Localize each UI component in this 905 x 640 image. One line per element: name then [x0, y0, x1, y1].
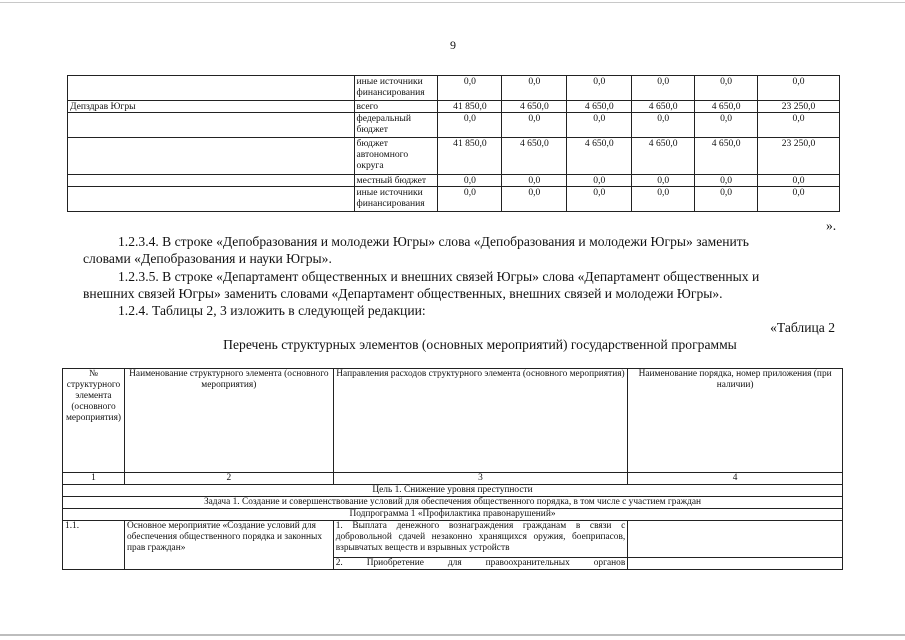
- value-cell: 0,0: [695, 113, 758, 138]
- value-cell: 4 650,0: [502, 101, 567, 113]
- org-cell: [68, 187, 355, 212]
- column-number: 4: [628, 473, 843, 485]
- value-cell: 0,0: [632, 187, 695, 212]
- value-cell: 0,0: [438, 175, 502, 187]
- table-row: [68, 113, 840, 138]
- value-cell: 4 650,0: [502, 138, 567, 175]
- value-cell: 0,0: [632, 175, 695, 187]
- source-cell: всего: [354, 101, 438, 113]
- org-cell: [68, 138, 355, 175]
- scan-edge-bottom: [0, 634, 905, 636]
- row-direction: 1. Выплата денежного вознаграждения гражданам в связи с добровольной сдачей незаконно хранящихся оружия, боеприпасов, взрывчатых веществ и взрывных устройств: [333, 521, 628, 558]
- table-row: [63, 521, 843, 558]
- paragraph-1234: 1.2.3.4. В строке «Депобразования и молодежи Югры» слова «Депобразования и молодежи Югры» заменить: [118, 234, 749, 249]
- column-number: 1: [63, 473, 125, 485]
- task-cell: Задача 1. Создание и совершенствование условий для обеспечения общественного порядка, в том числе с участием граждан: [63, 497, 843, 509]
- value-cell: 23 250,0: [758, 138, 840, 175]
- subprogram-row: [63, 509, 843, 521]
- header-cell: Наименование структурного элемента (основного мероприятия): [124, 369, 333, 473]
- value-cell: 4 650,0: [695, 101, 758, 113]
- value-cell: 4 650,0: [632, 138, 695, 175]
- column-number-row: [63, 473, 843, 485]
- paragraph-124: 1.2.4. Таблицы 2, 3 изложить в следующей редакции:: [118, 303, 426, 318]
- value-cell: 0,0: [438, 113, 502, 138]
- source-cell: федеральный бюджет: [354, 113, 438, 138]
- table-row: [68, 138, 840, 175]
- org-cell: [68, 175, 355, 187]
- source-cell: иные источники финансирования: [354, 187, 438, 212]
- row-direction: 2. Приобретение для правоохранительных органов: [333, 558, 628, 570]
- structural-elements-table: [62, 368, 843, 570]
- table-row: [68, 101, 840, 113]
- value-cell: 0,0: [758, 187, 840, 212]
- column-number: 3: [333, 473, 628, 485]
- page-number: 9: [450, 38, 456, 52]
- value-cell: 0,0: [632, 76, 695, 101]
- value-cell: 4 650,0: [632, 101, 695, 113]
- row-order: [628, 558, 843, 570]
- row-order: [628, 521, 843, 558]
- value-cell: 0,0: [502, 187, 567, 212]
- value-cell: 0,0: [632, 113, 695, 138]
- value-cell: 0,0: [758, 113, 840, 138]
- value-cell: 0,0: [567, 187, 632, 212]
- value-cell: 0,0: [502, 76, 567, 101]
- value-cell: 0,0: [502, 175, 567, 187]
- column-number: 2: [124, 473, 333, 485]
- table-label: «Таблица 2: [770, 320, 835, 335]
- goal-row: [63, 485, 843, 497]
- scan-edge-top: [0, 2, 905, 3]
- row-number: 1.1.: [63, 521, 125, 570]
- source-cell: местный бюджет: [354, 175, 438, 187]
- value-cell: 0,0: [567, 76, 632, 101]
- value-cell: 41 850,0: [438, 138, 502, 175]
- value-cell: 0,0: [695, 175, 758, 187]
- subprogram-cell: Подпрограмма 1 «Профилактика правонарушений»: [63, 509, 843, 521]
- org-cell: [68, 76, 355, 101]
- value-cell: 0,0: [438, 76, 502, 101]
- header-cell: № структурного элемента (основного мероприятия): [63, 369, 125, 473]
- table-row: [68, 175, 840, 187]
- row-name: Основное мероприятие «Создание условий для обеспечения общественного порядка и законных прав граждан»: [124, 521, 333, 570]
- paragraph-1234-cont: словами «Депобразования и науки Югры».: [83, 251, 332, 266]
- value-cell: 0,0: [695, 187, 758, 212]
- header-row: [63, 369, 843, 473]
- value-cell: 4 650,0: [567, 101, 632, 113]
- table-title: Перечень структурных элементов (основных мероприятий) государственной программы: [223, 337, 737, 352]
- goal-cell: Цель 1. Снижение уровня преступности: [63, 485, 843, 497]
- task-row: [63, 497, 843, 509]
- value-cell: 4 650,0: [695, 138, 758, 175]
- closing-quote: ».: [826, 218, 837, 233]
- paragraph-1235: 1.2.3.5. В строке «Департамент общественных и внешних связей Югры» слова «Департамент общественных и: [118, 269, 760, 284]
- table-row: [68, 76, 840, 101]
- value-cell: 0,0: [758, 76, 840, 101]
- header-cell: Наименование порядка, номер приложения (при наличии): [628, 369, 843, 473]
- header-cell: Направления расходов структурного элемента (основного мероприятия): [333, 369, 628, 473]
- funding-table: [67, 75, 840, 212]
- org-cell: Депздрав Югры: [68, 101, 355, 113]
- value-cell: 0,0: [438, 187, 502, 212]
- value-cell: 0,0: [758, 175, 840, 187]
- value-cell: 0,0: [502, 113, 567, 138]
- source-cell: бюджет автономного округа: [354, 138, 438, 175]
- org-cell: [68, 113, 355, 138]
- value-cell: 4 650,0: [567, 138, 632, 175]
- value-cell: 0,0: [567, 175, 632, 187]
- table-row: [68, 187, 840, 212]
- value-cell: 0,0: [567, 113, 632, 138]
- value-cell: 41 850,0: [438, 101, 502, 113]
- value-cell: 23 250,0: [758, 101, 840, 113]
- source-cell: иные источники финансирования: [354, 76, 438, 101]
- paragraph-1235-cont: внешних связей Югры» заменить словами «Департамент общественных, внешних связей и молодежи Югры».: [83, 286, 723, 301]
- value-cell: 0,0: [695, 76, 758, 101]
